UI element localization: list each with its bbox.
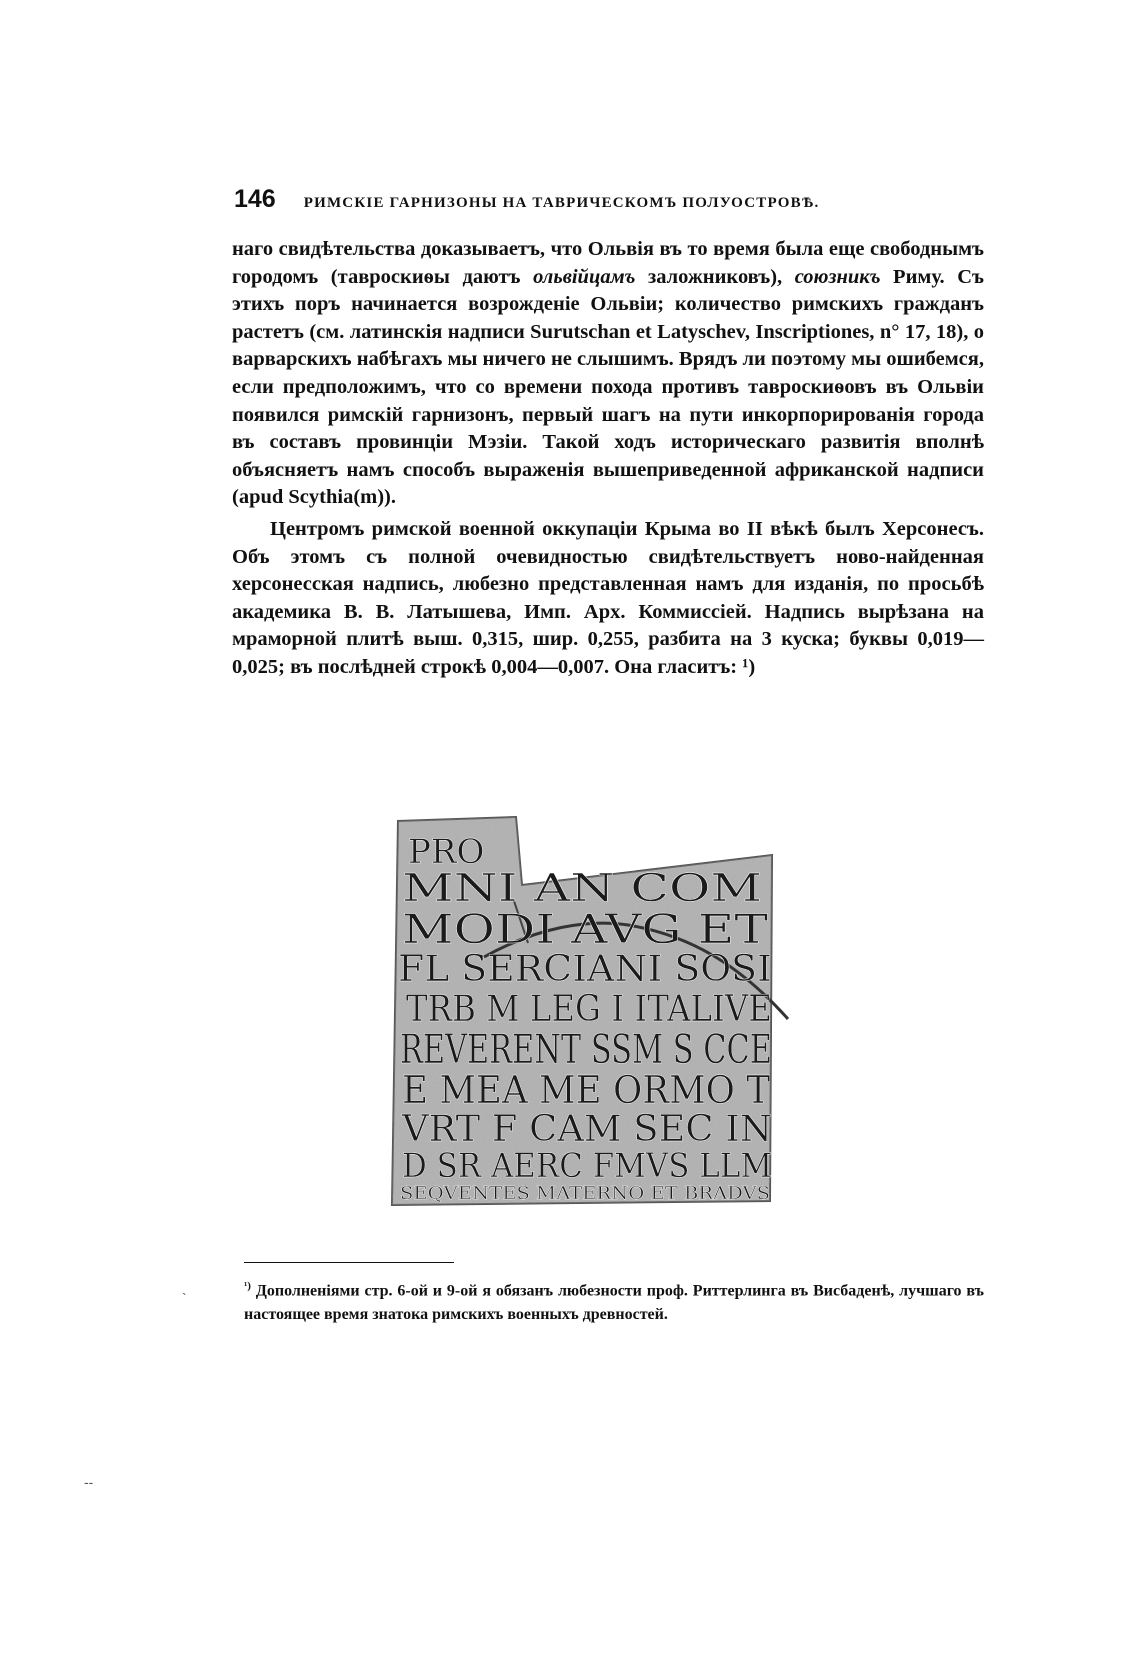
footnote-divider (244, 1262, 454, 1263)
page-header (234, 185, 980, 214)
inscription-line-5: TRB M LEG I ITALIVE (406, 989, 772, 1030)
paragraph-1-part-a: наго свидѣтельства доказываетъ, что Ольвія въ то время была еще свободнымъ городомъ (тавроскиѳы даютъ (232, 238, 984, 288)
inscription-line-4: FL SERCIANI SOSI (398, 949, 772, 990)
paragraph-1-part-c: Риму. Съ этихъ поръ начинается возрожденіе Ольвіи; количество римскихъ гражданъ растетъ (см. латинскія надписи Surutschan et Latyschev, Inscriptiones, n° 17, 18), о варварскихъ набѣгахъ мы ничего не слышимъ. Врядъ ли поэтому мы ошибемся, если предположимъ, что со времени похода противъ тавроскиѳовъ въ Ольвіи появился римскій гарнизонъ, первый шагъ на пути инкорпорированія города въ составъ провинціи Мэзіи. Такой ходъ историческаго развитія вполнѣ объясняетъ намъ способъ выраженія вышеприведенной африканской надписи (apud Scythia(m)). (232, 265, 984, 509)
italic-olbians: ольвійцамъ (533, 265, 636, 288)
running-title: РИМСКІЕ ГАРНИЗОНЫ НА ТАВРИЧЕСКОМЪ ПОЛУОСТРОВѢ. (303, 195, 820, 211)
footnote-text: Дополненіями стр. 6-ой и 9-ой я обязанъ любезности проф. Риттерлинга въ Висбаденѣ, лучшаго въ настоящее время знатока римскихъ военныхъ древностей. (244, 1282, 984, 1324)
inscription-line-1: PRO (408, 832, 485, 872)
inscription-line-8: VRT F CAM SEC IN (400, 1109, 772, 1150)
footnote (244, 1274, 984, 1327)
paragraph-2 (232, 516, 984, 682)
margin-dash: -- (84, 1474, 94, 1490)
inscription-line-7: E MEA ME ORMO T (402, 1068, 770, 1112)
inscription-line-3: MODI AVG ET (402, 907, 769, 953)
inscription-line-2: MNI AN COM (402, 866, 762, 910)
inscription-stone (388, 815, 814, 1208)
paragraph-1 (232, 236, 984, 512)
inscription-photo (388, 815, 814, 1208)
paragraph-2-text: Центромъ римской военной оккупаціи Крыма во II вѣкѣ былъ Херсонесъ. Объ этомъ съ полной очевидностью свидѣтельствуетъ ново-найденная херсонесская надпись, любезно представленная намъ для изданія, по просьбѣ академика В. В. Латышева, Имп. Арх. Коммиссіей. Надпись вырѣзана на мраморной плитѣ выш. 0,315, шир. 0,255, разбита на 3 куска; буквы 0,019—0,025; въ послѣдней строкѣ 0,004—0,007. Она гласитъ: (232, 517, 984, 678)
italic-ally: союзникъ (794, 265, 881, 288)
margin-tick: ` (182, 1290, 187, 1306)
main-text (232, 236, 984, 682)
footnote-marker: ¹) (244, 1280, 251, 1292)
paragraph-1-part-b: заложниковъ), (635, 265, 795, 288)
page-number: 146 (234, 185, 276, 213)
footnote-reference: ¹) (742, 655, 756, 678)
inscription-line-9: D SR AERC FMVS LLM (402, 1146, 772, 1186)
inscription-line-10: SEQVENTES MATERNO ET BRADVS (400, 1183, 770, 1204)
inscription-line-6: REVERENT SSM S CCE (400, 1027, 772, 1073)
